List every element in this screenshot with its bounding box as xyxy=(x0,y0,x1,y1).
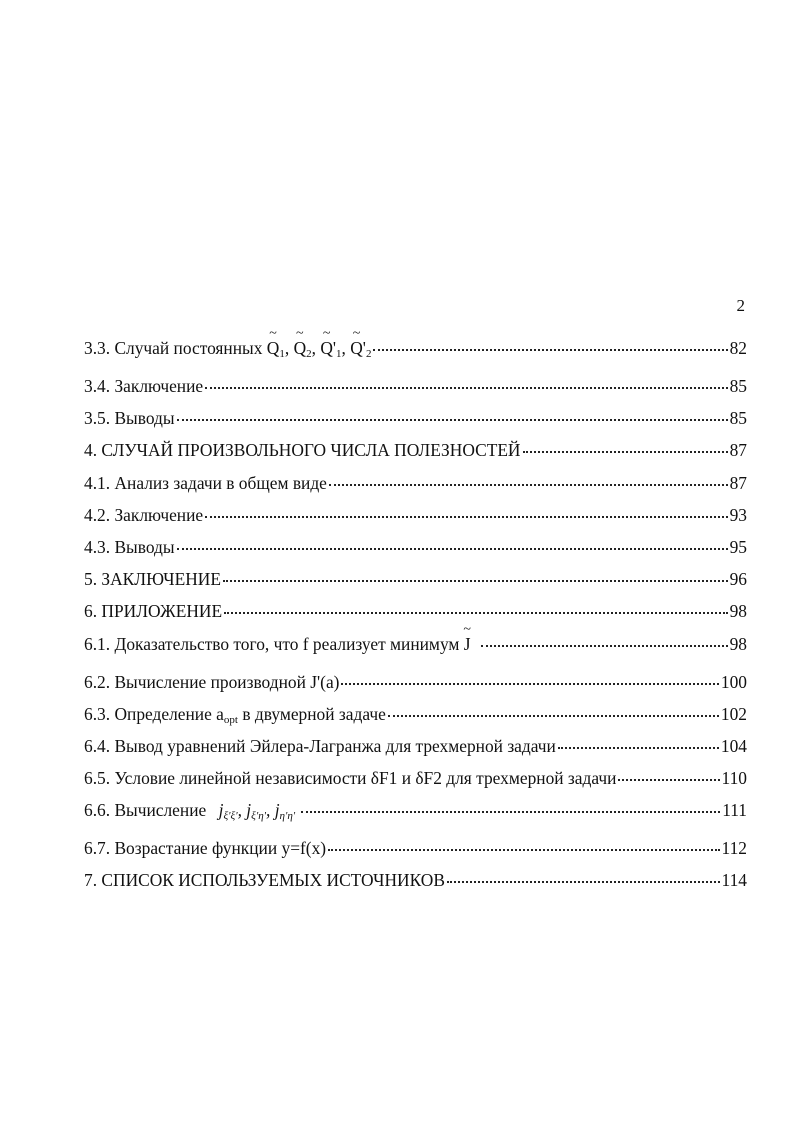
leader-dots xyxy=(329,484,728,486)
leader-dots xyxy=(388,715,719,717)
leader-dots xyxy=(205,387,727,389)
toc-page-number: 111 xyxy=(722,800,747,821)
toc-entry-4-2[interactable]: 4.2. Заключение 93 xyxy=(84,504,747,525)
q-formula: ~ $Q_1$, ~ $Q_2$, ~ $Q'_1$, ~ $Q'_2$ xyxy=(267,338,372,358)
toc-page-number: 98 xyxy=(729,601,747,622)
toc-entry-3-4[interactable]: 3.4. Заключение 85 xyxy=(84,376,747,396)
leader-dots xyxy=(618,779,719,781)
toc-entry-4[interactable]: 4. СЛУЧАЙ ПРОИЗВОЛЬНОГО ЧИСЛА ПОЛЕЗНОСТЕЙ 87 xyxy=(84,440,747,461)
toc-page-number: 87 xyxy=(729,440,747,461)
leader-dots xyxy=(558,747,719,749)
leader-dots xyxy=(523,451,728,453)
toc-entry-3-3[interactable]: 3.3. Случай постоянных ~ $Q_1$, ~ $Q_2$, ~ $Q'_1$, ~ $Q'_2$ 82 xyxy=(84,338,747,376)
leader-dots xyxy=(177,548,728,550)
toc-page-number: 112 xyxy=(721,838,747,859)
table-of-contents xyxy=(84,338,747,903)
page-number: 2 xyxy=(736,296,745,315)
toc-page-number: 110 xyxy=(721,768,747,789)
leader-dots xyxy=(224,612,728,614)
toc-page-number: 87 xyxy=(729,472,747,493)
toc-page-number: 82 xyxy=(729,338,747,358)
j-formula: ~ J xyxy=(464,634,471,655)
toc-entry-6-4[interactable]: 6.4. Вывод уравнений Эйлера-Лагранжа для трехмерной задачи 104 xyxy=(84,735,747,756)
j-components-formula: $j_{\xi'\xi'}$, $j_{\xi'\eta'}$, $j_{\eta'\eta'}$ xyxy=(218,800,296,823)
toc-entry-6-6[interactable]: 6.6. Вычисление $j_{\xi'\xi'}$, $j_{\xi'\eta'}$, $j_{\eta'\eta'}$ 111 xyxy=(84,800,747,823)
leader-dots xyxy=(341,683,718,685)
toc-entry-3-5[interactable]: 3.5. Выводы 85 xyxy=(84,408,747,429)
toc-page-number: 104 xyxy=(720,735,747,756)
leader-dots xyxy=(447,881,720,883)
toc-entry-6-5[interactable]: 6.5. Условие линейной независимости δF1 и δF2 для трехмерной задачи 110 xyxy=(84,768,747,789)
toc-page-number: 102 xyxy=(720,703,747,724)
toc-entry-6-3[interactable]: 6.3. Определение $a_{opt}$ в двумерной задаче 102 xyxy=(84,703,747,726)
toc-page-number: 85 xyxy=(729,376,747,396)
toc-page-number: 114 xyxy=(721,870,747,891)
toc-entry-5[interactable]: 5. ЗАКЛЮЧЕНИЕ 96 xyxy=(84,569,747,590)
toc-page-number: 85 xyxy=(729,408,747,429)
toc-entry-4-1[interactable]: 4.1. Анализ задачи в общем виде 87 xyxy=(84,472,747,493)
toc-entry-6[interactable]: 6. ПРИЛОЖЕНИЕ 98 xyxy=(84,601,747,622)
leader-dots xyxy=(481,645,728,647)
leader-dots xyxy=(177,419,728,421)
toc-page-number: 100 xyxy=(720,671,747,692)
leader-dots xyxy=(223,580,728,582)
toc-entry-6-2[interactable]: 6.2. Вычисление производной J'(a) 100 xyxy=(84,671,747,692)
toc-entry-7[interactable]: 7. СПИСОК ИСПОЛЬЗУЕМЫХ ИСТОЧНИКОВ 114 xyxy=(84,870,747,891)
toc-page-number: 98 xyxy=(729,633,747,654)
toc-entry-6-7[interactable]: 6.7. Возрастание функции y=f(x) 112 xyxy=(84,838,747,859)
toc-entry-4-3[interactable]: 4.3. Выводы 95 xyxy=(84,536,747,557)
leader-dots xyxy=(328,849,719,851)
toc-page-number: 93 xyxy=(729,504,747,525)
toc-entry-6-1[interactable]: 6.1. Доказательство того, что f реализует минимум ~ J 98 xyxy=(84,634,747,672)
a-opt-formula: $a_{opt}$ xyxy=(216,703,238,726)
toc-page-number: 96 xyxy=(729,569,747,590)
toc-page-number: 95 xyxy=(729,536,747,557)
leader-dots xyxy=(205,516,727,518)
leader-dots xyxy=(301,811,720,813)
leader-dots xyxy=(373,349,727,351)
